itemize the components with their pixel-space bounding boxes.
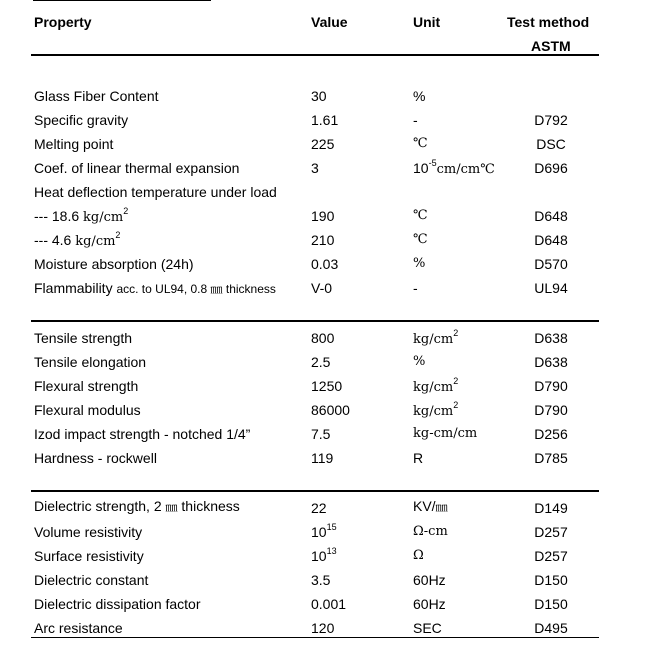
section-rule (31, 320, 599, 322)
row-property: Hardness - rockwell (34, 450, 157, 466)
row-property: Flexural modulus (34, 402, 141, 418)
row-value: 2.5 (311, 354, 331, 370)
row-value: 22 (311, 500, 327, 516)
row-property: Moisture absorption (24h) (34, 256, 194, 272)
row-unit: KV/㎜ (413, 498, 448, 514)
row-unit: - (413, 280, 418, 296)
bottom-rule (31, 637, 599, 638)
row-unit: 60Hz (413, 596, 446, 612)
row-unit: $10^{-5}cm/cm℃$ (413, 158, 495, 177)
header-method-standard: ASTM (531, 38, 571, 54)
row-value: V-0 (311, 280, 333, 296)
row-method: D150 (534, 596, 568, 612)
row-property: Dielectric dissipation factor (34, 596, 201, 612)
row-property: Arc resistance (34, 620, 123, 636)
row-unit: ℃ (413, 232, 428, 247)
row-method: D149 (534, 500, 568, 516)
section-rule (31, 490, 599, 492)
row-property: Tensile elongation (34, 354, 147, 370)
row-property: Flammability acc. to UL94, 0.8 ㎜ thickness (34, 280, 276, 296)
row-method: D638 (534, 330, 568, 346)
row-value: 0.03 (311, 256, 339, 272)
row-unit: % (413, 256, 426, 271)
row-value: 1250 (311, 378, 343, 394)
row-value: 1.61 (311, 112, 339, 128)
row-unit: Ω (413, 548, 424, 563)
row-method: D570 (534, 256, 568, 272)
row-property: --- 18.6 $kg/cm^2$ (34, 206, 129, 225)
row-unit: % (413, 88, 426, 104)
row-method: DSC (536, 136, 566, 152)
row-value: 86000 (311, 402, 350, 418)
row-value: 800 (311, 330, 335, 346)
row-value: 7.5 (311, 426, 331, 442)
row-method: D785 (534, 450, 568, 466)
row-value: 3.5 (311, 572, 331, 588)
row-method: D696 (534, 160, 568, 176)
row-property: Surface resistivity (34, 548, 144, 564)
row-property: Glass Fiber Content (34, 88, 159, 104)
row-unit: R (413, 450, 424, 466)
row-unit: - (413, 112, 418, 128)
row-method: D648 (534, 232, 568, 248)
row-property: Specific gravity (34, 112, 129, 128)
row-method: D150 (534, 572, 568, 588)
header-rule (31, 54, 599, 56)
row-method: UL94 (534, 280, 568, 296)
row-value: 190 (311, 208, 335, 224)
row-property: --- 4.6 $kg/cm^2$ (34, 230, 121, 249)
row-unit: $kg/cm^2$ (413, 328, 459, 347)
row-property: Tensile strength (34, 330, 133, 346)
row-method: D257 (534, 524, 568, 540)
row-property: Izod impact strength - notched 1/4” (34, 426, 251, 442)
row-value: 3 (311, 160, 319, 176)
row-value: $10^{15}$ (311, 522, 337, 540)
row-method: D495 (534, 620, 568, 636)
row-property: Coef. of linear thermal expansion (34, 160, 240, 176)
header-property: Property (34, 14, 92, 30)
row-method: D790 (534, 378, 568, 394)
row-unit: $kg/cm^2$ (413, 376, 459, 395)
row-property: Dielectric strength, 2 ㎜ thickness (34, 498, 240, 514)
row-unit: $kg/cm^2$ (413, 400, 459, 419)
row-method: D638 (534, 354, 568, 370)
header-unit: Unit (413, 14, 441, 30)
row-unit: Ω-cm (413, 524, 448, 539)
row-property: Heat deflection temperature under load (34, 184, 277, 200)
row-unit: kg-cm/cm (413, 426, 478, 441)
row-value: 225 (311, 136, 335, 152)
row-method: D792 (534, 112, 568, 128)
row-property: Dielectric constant (34, 572, 149, 588)
row-value: 0.001 (311, 596, 347, 612)
header-value: Value (311, 14, 348, 30)
row-value: $10^{13}$ (311, 546, 337, 564)
row-method: D256 (534, 426, 568, 442)
row-unit: ℃ (413, 208, 428, 223)
row-method: D648 (534, 208, 568, 224)
row-value: 120 (311, 620, 335, 636)
row-unit: ℃ (413, 136, 428, 151)
row-value: 119 (311, 450, 334, 466)
top-rule (33, 0, 211, 1)
row-property: Flexural strength (34, 378, 139, 394)
row-method: D790 (534, 402, 568, 418)
header-method: Test method (507, 14, 590, 30)
row-unit: % (413, 354, 426, 369)
row-unit: SEC (413, 620, 442, 636)
row-property: Volume resistivity (34, 524, 143, 540)
row-property: Melting point (34, 136, 114, 152)
row-value: 30 (311, 88, 327, 104)
row-method: D257 (534, 548, 568, 564)
row-unit: 60Hz (413, 572, 446, 588)
row-value: 210 (311, 232, 335, 248)
